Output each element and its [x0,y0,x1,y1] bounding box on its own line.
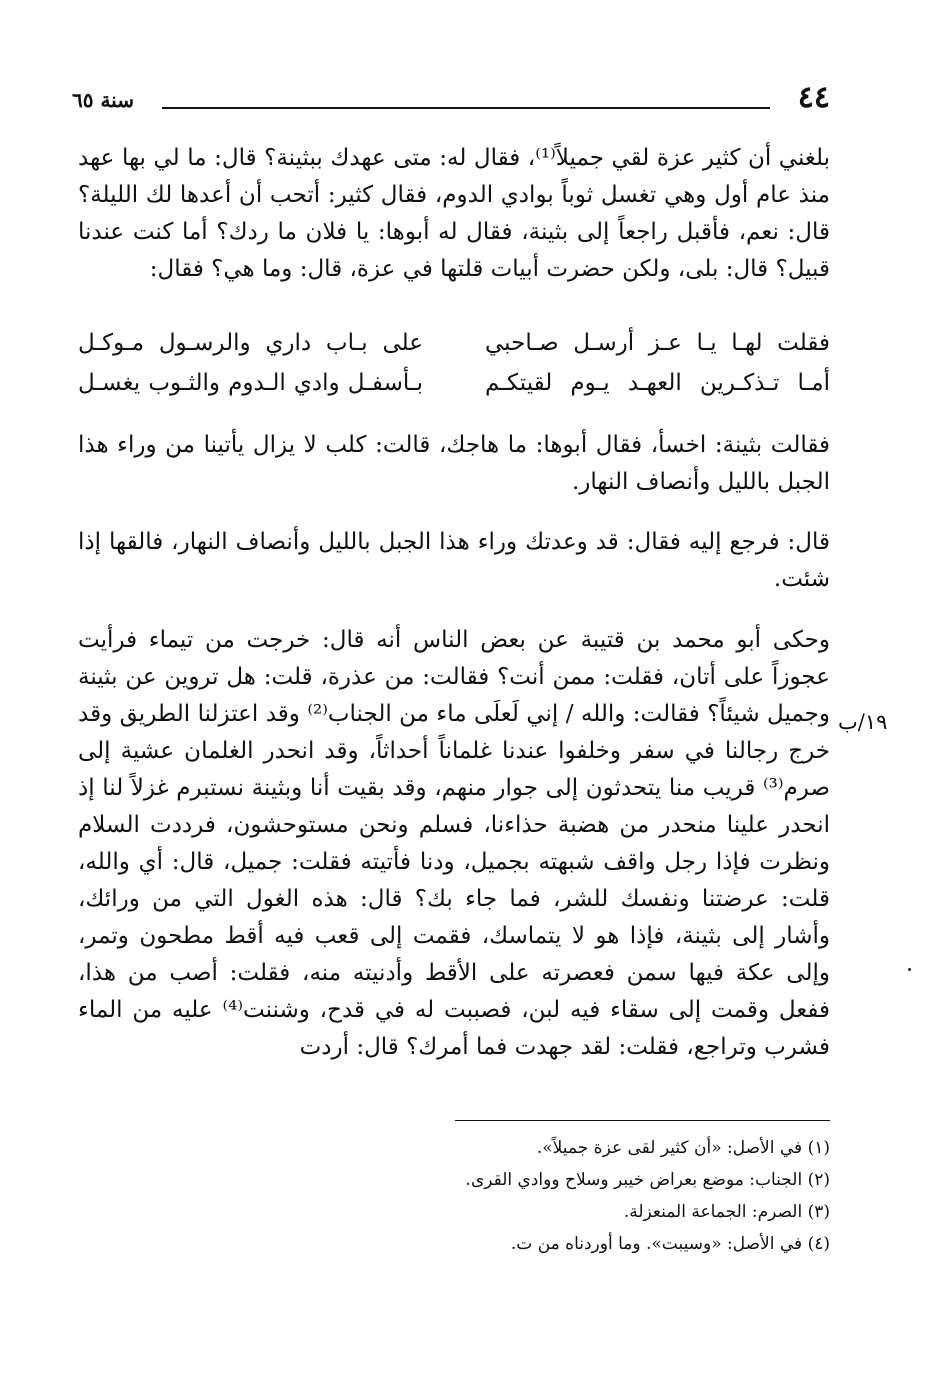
poem [78,330,830,410]
scan-speck [908,968,911,971]
verse-2 [78,370,830,410]
page-number: ٤٤ [797,80,830,115]
running-head-year: سنة ٦٥ [72,88,134,112]
header-rule [162,107,770,109]
folio-margin-note: ١٩/ب [838,710,888,734]
paragraph-text: قال: فرجع إليه فقال: قد وعدتك وراء هذا الجبل بالليل وأنصاف النهار، فالقها إذا شئت. [78,529,830,592]
footnote-rule [455,1120,830,1121]
verse-2-first-hemistich: أمـا تـذكـرين العهـد يـوم لقيتكـم [485,370,830,396]
footnote-1: (١) في الأصل: «أن كثير لقى عزة جميلاً». [536,1138,830,1158]
footnotes [300,1132,830,1260]
paragraph-text: بلغني أن كثير عزة لقي جميلاً⁽¹⁾، فقال له: متى عهدك ببثينة؟ قال: ما لي بها عهد منذ عام أول وهي تغسل ثوباً بوادي الدوم، فقال كثير: أتحب أن أعدها لك الليلة؟ قال: نعم، فأقبل راجعاً إلى بثينة، فقال له أبوها: يا فلان ما ردك؟ أما كنت عندنا قبيل؟ قال: بلى، ولكن حضرت أبيات قلتها في عزة، قال: وما هي؟ فقال: [78,145,831,282]
paragraph-1 [78,140,830,288]
paragraph-2 [78,427,830,501]
paragraph-text: وحكى أبو محمد بن قتيبة عن بعض الناس أنه قال: خرجت من تيماء فرأيت عجوزاً على أتان، فقلت: ممن أنت؟ فقالت: من عذرة، قلت: هل تروين عن بثينة وجميل شيئاً؟ فقالت: والله / إني لَعلَى ماء من الجناب⁽²⁾ وقد اعتزلنا الطريق وقد خرج رجالنا في سفر وخلفوا عندنا غلماناً أحداثاً، وقد انحدر الغلمان عشية إلى صرم⁽³⁾ قريب منا يتحدثون إلى جوار منهم، وقد بقيت أنا وبثينة نستبرم غزلاً لنا إذ انحدر علينا منحدر من هضبة حذاءنا، فسلم ونحن مستوحشون، فرددت السلام ونظرت فإذا رجل واقف شبهته بجميل، ودنا فأتيته فقلت: جميل، قال: أي والله، قلت: عرضتنا ونفسك للشر، فما جاء بك؟ قال: هذه الغول التي من ورائك، وأشار إلى بثينة، فإذا هو لا يتماسك، فقمت إلى قعب فيه أقط مطحون وتمر، وإلى عكة فيها سمن فعصرته على الأقط وأدنيته منه، فقلت: أصب من هذا، ففعل وقمت إلى سقاء فيه لبن، فصببت له في قدح، وشننت⁽⁴⁾ عليه من الماء فشرب وتراجع، فقلت: لقد جهدت فما أمرك؟ قال: أردت [78,627,831,1060]
verse-2-second-hemistich: بـأسفـل وادي الـدوم والثـوب يغسـل [78,370,423,396]
verse-1-first-hemistich: فقلت لهـا يـا عـز أرسـل صـاحبي [485,330,830,356]
footnote-2: (٢) الجناب: موضع بعراض خيبر وسلاح ووادي القرى. [465,1170,830,1190]
paragraph-text: فقالت بثينة: اخسأ، فقال أبوها: ما هاجك، قالت: كلب لا يزال يأتينا من وراء هذا الجبل بالليل وأنصاف النهار. [78,432,830,495]
footnote-3: (٣) الصرم: الجماعة المنعزلة. [623,1202,830,1222]
verse-1 [78,330,830,370]
page-header [72,80,830,120]
paragraph-3 [78,524,830,598]
verse-1-second-hemistich: على بـاب داري والرسـول مـوكـل [78,330,423,356]
paragraph-4 [78,622,830,1066]
footnote-4: (٤) في الأصل: «وسيبت». وما أوردناه من ت. [510,1234,830,1254]
